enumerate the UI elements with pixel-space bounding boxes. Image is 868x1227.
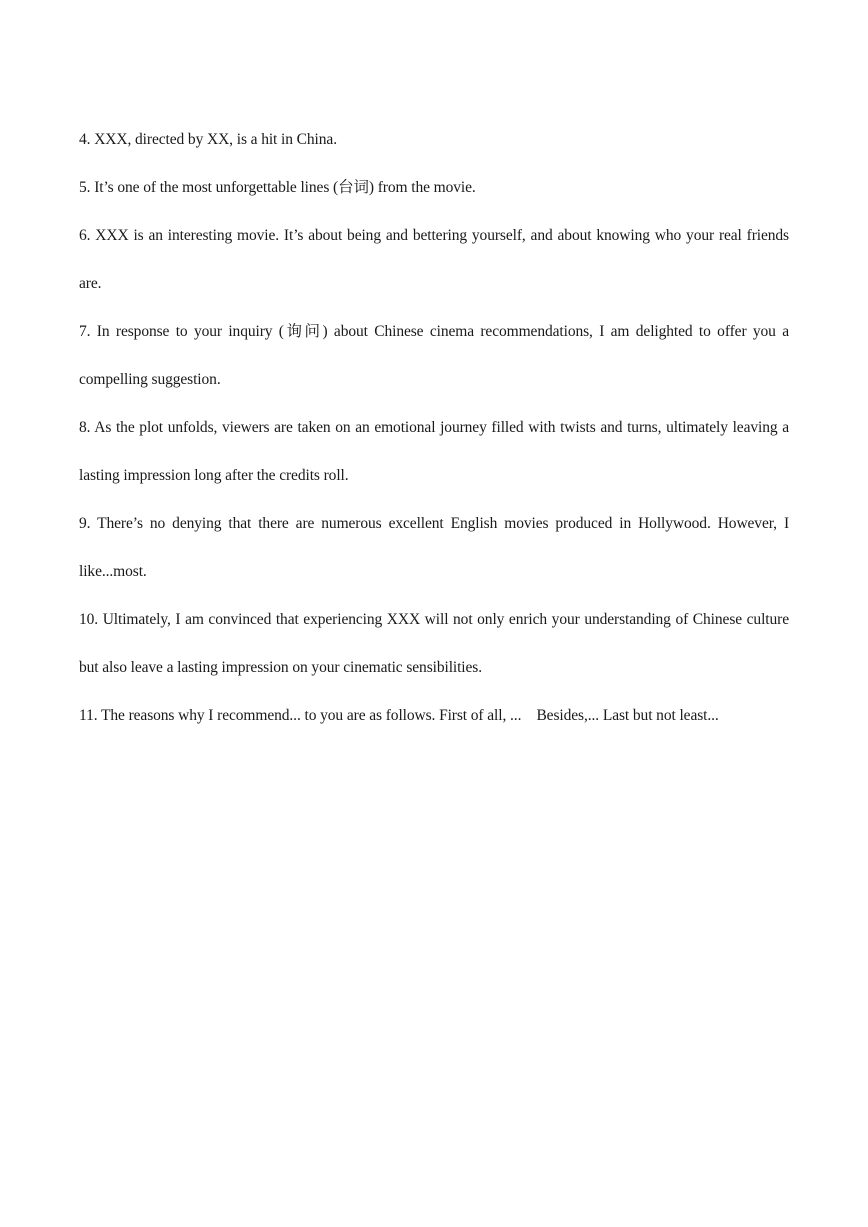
paragraph-9: 9. There’s no denying that there are numerous excellent English movies produced in Hollywood. However, I like...most. <box>79 515 789 580</box>
paragraph-11: 11. The reasons why I recommend... to you are as follows. First of all, ... Besides,... Last but not least... <box>79 707 719 724</box>
paragraph-5: 5. It’s one of the most unforgettable lines (台词) from the movie. <box>79 179 476 196</box>
document-body <box>79 116 789 740</box>
paragraph-8: 8. As the plot unfolds, viewers are taken on an emotional journey filled with twists and turns, ultimately leaving a lasting impression long after the credits roll. <box>79 419 789 484</box>
paragraph-4: 4. XXX, directed by XX, is a hit in China. <box>79 131 337 148</box>
paragraph-7: 7. In response to your inquiry (询问) about Chinese cinema recommendations, I am delighted to offer you a compelling suggestion. <box>79 323 789 388</box>
paragraph-10: 10. Ultimately, I am convinced that experiencing XXX will not only enrich your understanding of Chinese culture but also leave a lasting impression on your cinematic sensibilities. <box>79 611 789 676</box>
paragraph-6: 6. XXX is an interesting movie. It’s about being and bettering yourself, and about knowing who your real friends are. <box>79 227 789 292</box>
